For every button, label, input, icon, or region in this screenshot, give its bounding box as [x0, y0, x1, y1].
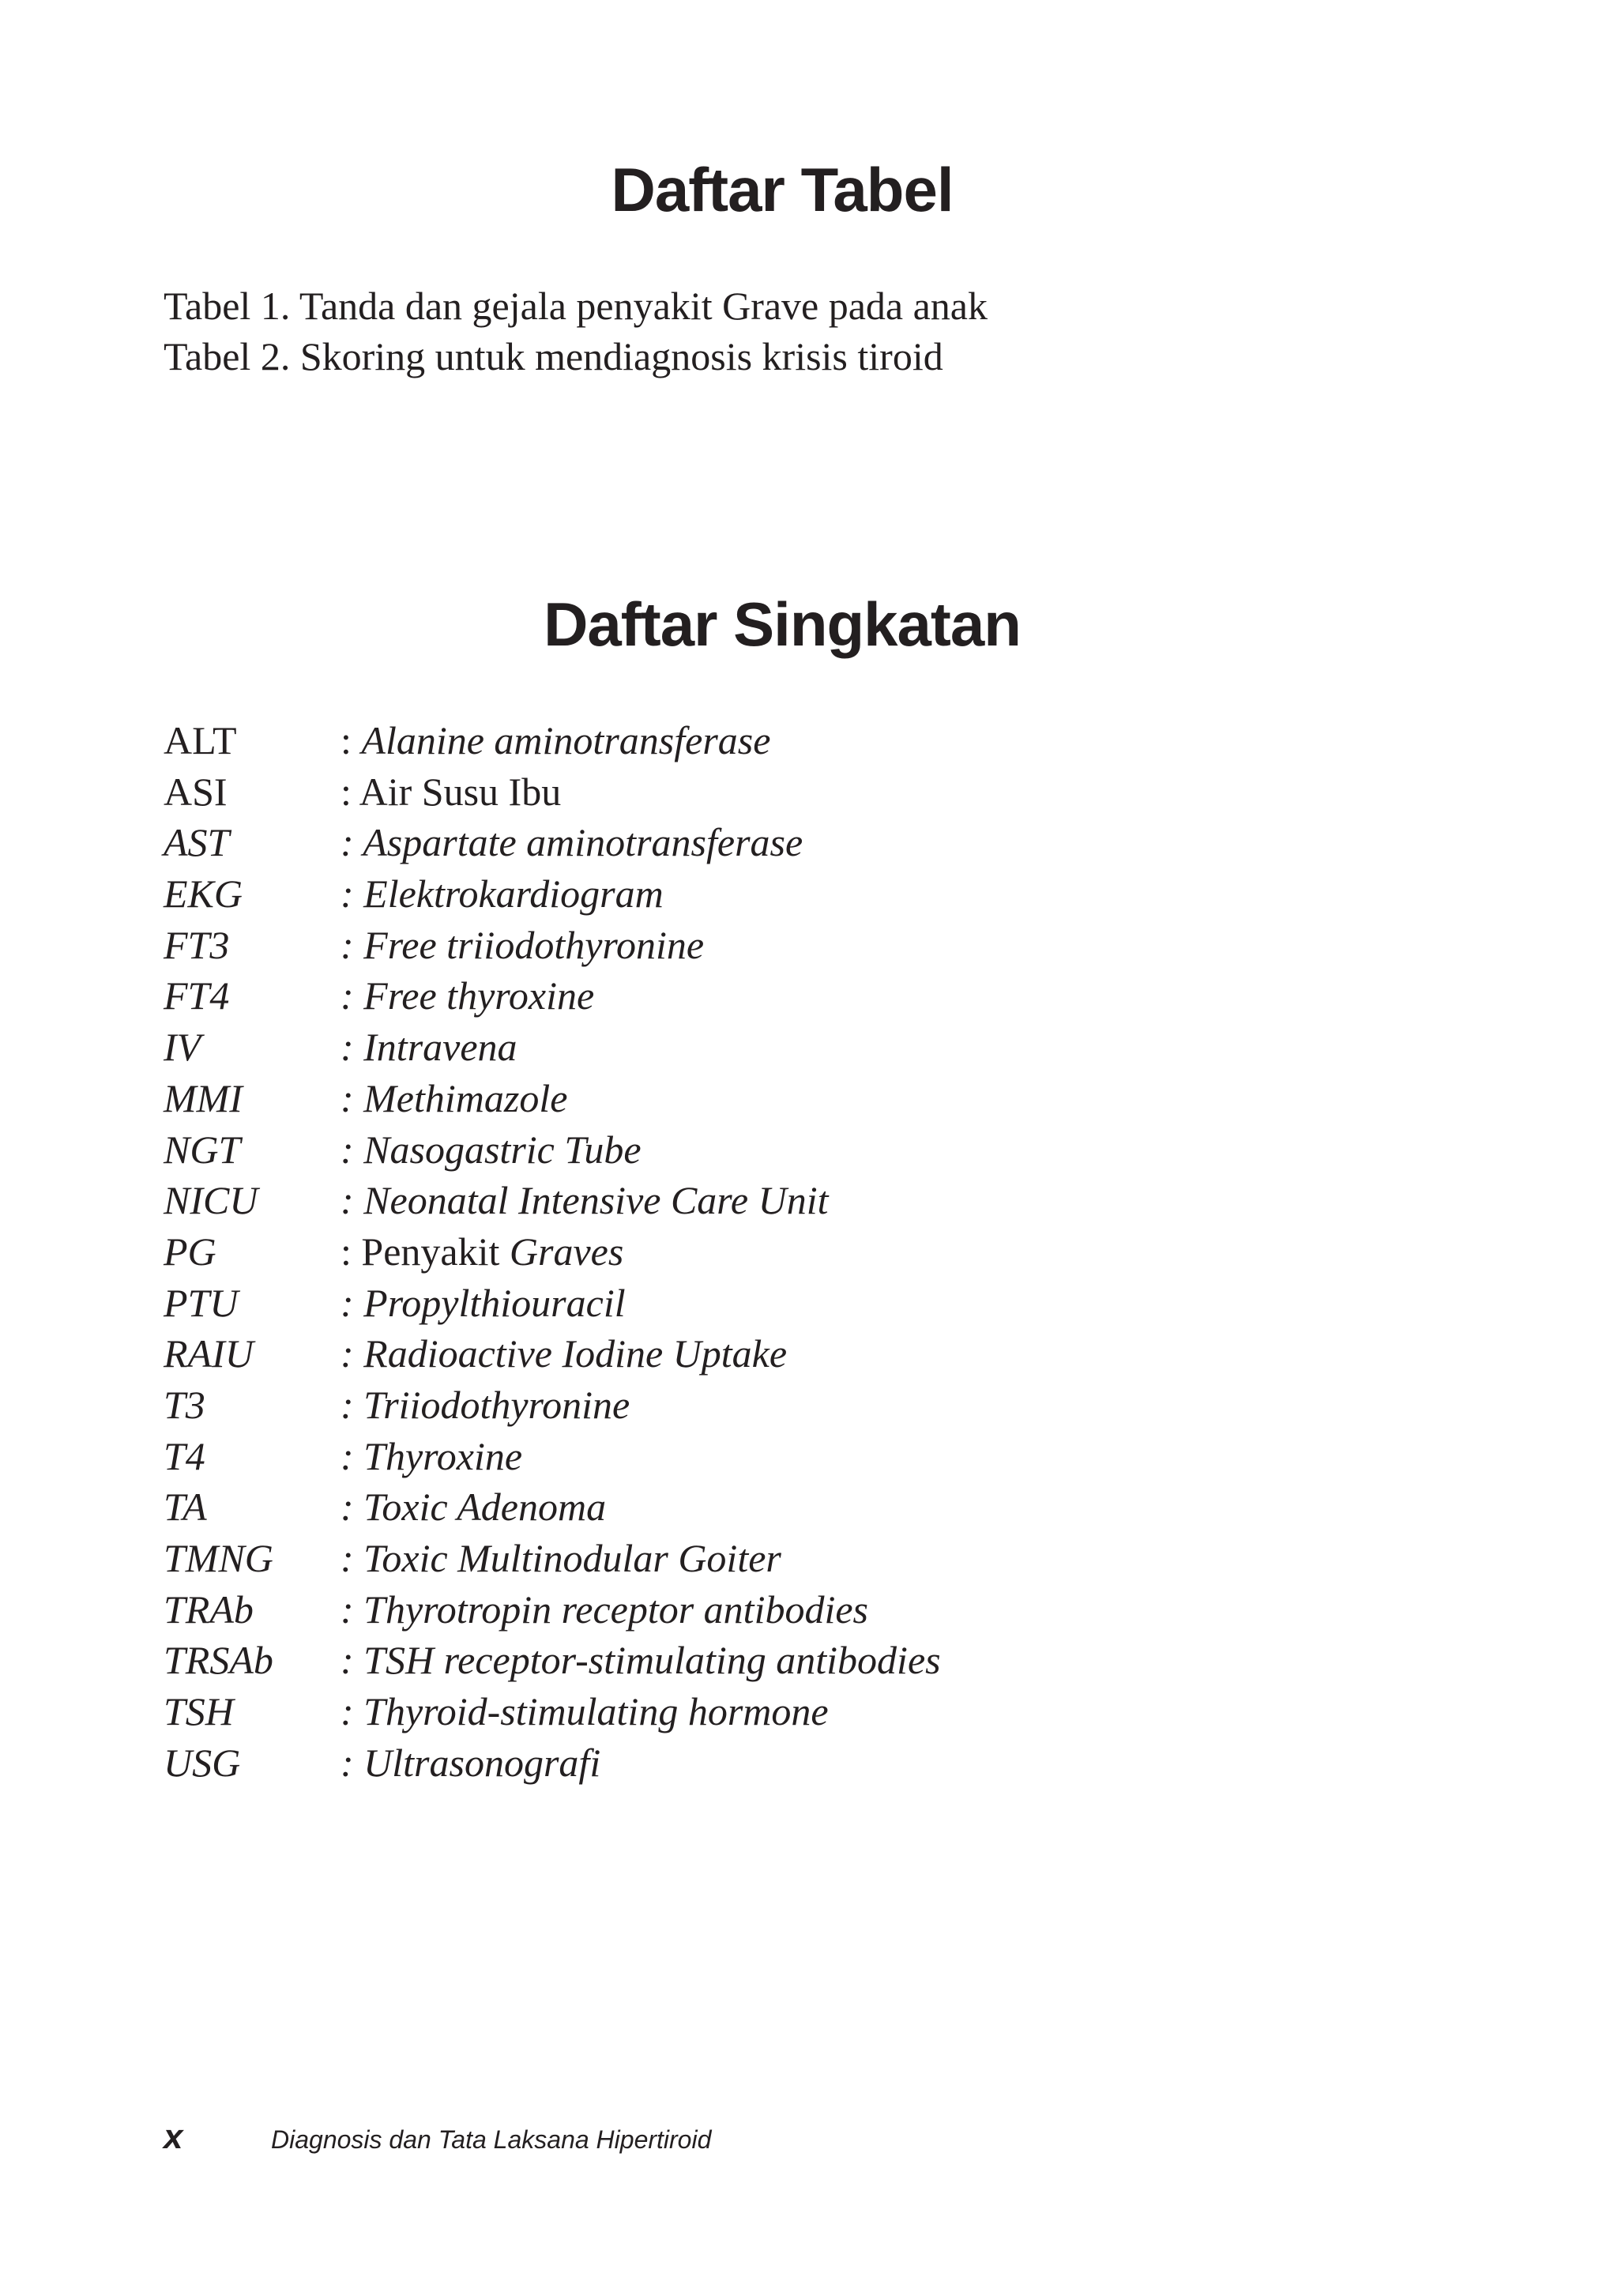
- abbreviation: TRSAb: [164, 1638, 273, 1683]
- abbreviation-row: [164, 1226, 941, 1278]
- abbreviation: ASI: [164, 769, 228, 814]
- abbreviation: PTU: [164, 1280, 239, 1325]
- abbreviation-definition: : Intravena: [341, 1025, 517, 1070]
- abbreviation-row: [164, 1379, 941, 1431]
- abbreviation-row: [164, 766, 941, 818]
- abbreviation: RAIU: [164, 1331, 254, 1376]
- page-footer: [164, 2117, 711, 2157]
- abbreviation-row: [164, 1635, 941, 1686]
- abbreviation-definition: : Penyakit Graves: [341, 1229, 624, 1274]
- table-list-item: Tabel 1. Tanda dan gejala penyakit Grave pada anak: [164, 284, 988, 328]
- abbreviation-row: [164, 1328, 941, 1379]
- abbreviation: EKG: [164, 871, 243, 917]
- abbreviation-row: [164, 1124, 941, 1176]
- abbreviation: PG: [164, 1229, 216, 1274]
- abbreviation: ALT: [164, 718, 237, 762]
- abbreviation-row: [164, 920, 941, 971]
- page-number: x: [164, 2117, 183, 2156]
- abbreviation-list: [164, 715, 941, 1788]
- abbreviation-row: [164, 1022, 941, 1073]
- abbreviations-heading: Daftar Singkatan: [544, 589, 1021, 659]
- tables-heading: Daftar Tabel: [611, 155, 954, 224]
- abbreviation-definition: : Thyroxine: [341, 1433, 523, 1478]
- abbreviation-definition: : Toxic Adenoma: [341, 1485, 607, 1530]
- abbreviation-row: [164, 1737, 941, 1789]
- abbreviation-definition: : Methimazole: [341, 1075, 568, 1120]
- abbreviation: AST: [164, 820, 230, 865]
- abbreviation-row: [164, 1278, 941, 1329]
- abbreviation-row: [164, 1481, 941, 1533]
- abbreviation: NGT: [164, 1127, 241, 1172]
- abbreviation-row: [164, 1073, 941, 1124]
- abbreviation-definition: : Alanine aminotransferase: [341, 718, 771, 762]
- abbreviation-row: [164, 1686, 941, 1737]
- abbreviation: TA: [164, 1485, 207, 1530]
- abbreviation: TMNG: [164, 1536, 273, 1580]
- abbreviation-definition: : Toxic Multinodular Goiter: [341, 1536, 781, 1580]
- abbreviation: USG: [164, 1740, 241, 1785]
- abbreviation: NICU: [164, 1178, 258, 1223]
- abbreviation-definition: : Triiodothyronine: [341, 1382, 630, 1427]
- abbreviation-definition: : Thyrotropin receptor antibodies: [341, 1586, 868, 1632]
- abbreviation-definition: : Aspartate aminotransferase: [341, 820, 803, 865]
- abbreviation-row: [164, 715, 941, 766]
- abbreviation: FT4: [164, 973, 230, 1018]
- abbreviation: T3: [164, 1382, 205, 1427]
- running-title: Diagnosis dan Tata Laksana Hipertiroid: [271, 2125, 712, 2154]
- abbreviation-definition: : Neonatal Intensive Care Unit: [341, 1178, 829, 1223]
- abbreviation-definition: : Elektrokardiogram: [341, 871, 664, 917]
- abbreviation-row: [164, 1533, 941, 1584]
- abbreviation: TRAb: [164, 1586, 254, 1632]
- abbreviation-definition: : Ultrasonografi: [341, 1740, 601, 1785]
- abbreviation: T4: [164, 1433, 205, 1478]
- abbreviation-row: [164, 868, 941, 920]
- abbreviation: FT3: [164, 922, 230, 967]
- table-list-item: Tabel 2. Skoring untuk mendiagnosis krisis tiroid: [164, 334, 943, 378]
- abbreviation: IV: [164, 1025, 201, 1070]
- abbreviation-row: [164, 817, 941, 868]
- abbreviation: TSH: [164, 1689, 234, 1734]
- abbreviation-definition: : Radioactive Iodine Uptake: [341, 1331, 788, 1376]
- abbreviation-definition: : Nasogastric Tube: [341, 1127, 642, 1172]
- abbreviation: MMI: [164, 1075, 243, 1120]
- abbreviation-definition: : Propylthiouracil: [341, 1280, 626, 1325]
- abbreviation-definition: : TSH receptor-stimulating antibodies: [341, 1638, 941, 1683]
- abbreviation-definition: : Thyroid-stimulating hormone: [341, 1689, 829, 1734]
- abbreviation-row: [164, 970, 941, 1022]
- abbreviation-definition: : Free triiodothyronine: [341, 922, 705, 967]
- abbreviation-definition: : Free thyroxine: [341, 973, 595, 1018]
- abbreviation-row: [164, 1431, 941, 1482]
- table-list: [164, 280, 988, 382]
- abbreviation-definition: : Air Susu Ibu: [341, 769, 562, 814]
- abbreviation-row: [164, 1584, 941, 1635]
- abbreviation-row: [164, 1175, 941, 1226]
